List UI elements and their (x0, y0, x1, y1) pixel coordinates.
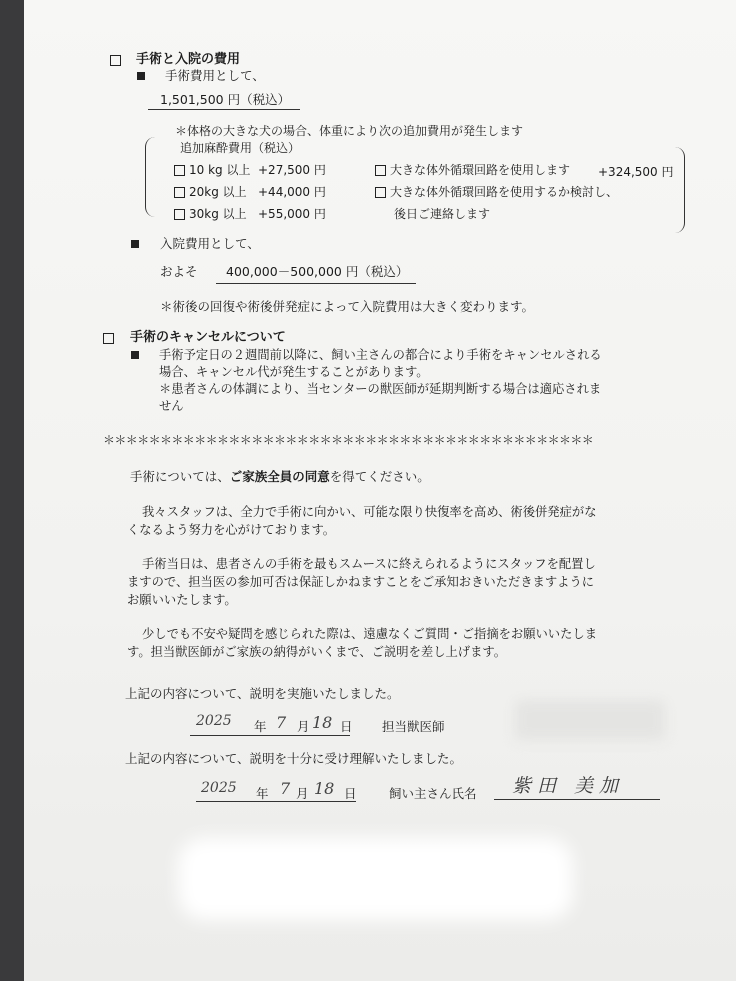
document-page (24, 0, 736, 981)
vet-label: 担当獣医師 (382, 719, 445, 734)
sig2-year-unit: 年 (256, 786, 269, 801)
sig1-month-unit: 月 (297, 719, 310, 734)
sig2-day[interactable]: 18 (314, 779, 335, 798)
consent-p2-line2: くなるよう努力を心がけております。 (127, 523, 336, 537)
hospital-prefix: およそ (160, 264, 198, 279)
option-10kg-label: 10 kg 以上 (189, 163, 251, 177)
bullet-icon (131, 240, 139, 248)
redacted-region (178, 838, 573, 920)
section-heading-fees: 手術と入院の費用 (136, 52, 241, 67)
hospital-fee-label: 入院費用として、 (160, 236, 260, 251)
cancel-line3: ＊患者さんの体調により、当センターの獣医師が延期判断する場合は適応されま (159, 382, 602, 396)
consent-p3-line2: ますので、担当医の参加可否は保証しかねますことをご承知おきいただきますように (127, 575, 595, 589)
checkbox-circuit[interactable] (375, 165, 386, 176)
bullet-icon (131, 351, 139, 359)
cancel-line1: 手術予定日の２週間前以降に、飼い主さんの都合により手術をキャンセルされる (159, 348, 602, 362)
owner-handwritten-name[interactable]: 紫田 美加 (512, 775, 625, 797)
explanation-statement: 上記の内容について、説明を実施いたしました。 (125, 686, 400, 701)
consent-p4-line1: 少しでも不安や疑問を感じられた際は、遠慮なくご質問・ご指摘をお願いいたしま (142, 627, 597, 641)
sig2-day-unit: 日 (344, 786, 357, 801)
bullet-icon (137, 72, 145, 80)
checkbox-20kg[interactable] (174, 187, 185, 198)
bracket-left (145, 137, 156, 217)
circuit-consider-line1: 大きな体外循環回路を使用するか検討し、 (390, 185, 619, 199)
asterisk-separator: ＊＊＊＊＊＊＊＊＊＊＊＊＊＊＊＊＊＊＊＊＊＊＊＊＊＊＊＊＊＊＊＊＊＊＊＊＊＊＊＊＊＊＊ (103, 433, 594, 447)
sig1-year[interactable]: 2025 (196, 713, 232, 729)
redacted-vet-name (515, 700, 665, 740)
section-heading-cancel: 手術のキャンセルについて (130, 330, 286, 345)
option-20kg-price: +44,000 円 (258, 185, 326, 199)
sig2-month-unit: 月 (296, 786, 309, 801)
sig1-day[interactable]: 18 (312, 713, 333, 732)
cancel-line2: 場合、キャンセル代が発生することがあります。 (159, 365, 429, 379)
circuit-option-price: +324,500 円 (598, 165, 674, 179)
anesthesia-label: 追加麻酔費用（税込） (180, 141, 301, 155)
surgery-fee-label: 手術費用として、 (165, 68, 265, 83)
consent-p1: 手術については、ご家族全員の同意を得てください。 (130, 469, 430, 484)
understanding-statement: 上記の内容について、説明を十分に受け理解いたしました。 (125, 751, 463, 766)
checkbox-section-fees (110, 55, 121, 66)
hospital-fee-amount: 400,000－500,000 円（税込） (226, 264, 409, 279)
cancel-line4: せん (159, 399, 184, 413)
consent-p3-line1: 手術当日は、患者さんの手術を最もスムースに終えられるようにスタッフを配置し (142, 557, 596, 571)
checkbox-10kg[interactable] (174, 165, 185, 176)
sig2-year[interactable]: 2025 (201, 780, 237, 796)
checkbox-circuit-consider[interactable] (375, 187, 386, 198)
sig1-day-unit: 日 (340, 719, 353, 734)
circuit-consider-line2: 後日ご連絡します (394, 207, 491, 221)
checkbox-section-cancel (103, 333, 114, 344)
name-line (494, 799, 660, 800)
underline (216, 283, 416, 284)
bracket-right (674, 147, 685, 233)
sig1-month[interactable]: 7 (276, 713, 287, 732)
sig1-year-unit: 年 (254, 719, 267, 734)
consent-p4-line2: す。担当獣医師がご家族の納得がいくまで、ご説明を差し上げます。 (127, 645, 506, 659)
sig2-month[interactable]: 7 (280, 779, 291, 798)
large-dog-note: ＊体格の大きな犬の場合、体重により次の追加費用が発生します (175, 124, 524, 138)
option-20kg-label: 20kg 以上 (189, 185, 247, 199)
hospital-note: ＊術後の回復や術後併発症によって入院費用は大きく変わります。 (160, 299, 535, 314)
date-line (196, 801, 356, 802)
checkbox-30kg[interactable] (174, 209, 185, 220)
owner-label: 飼い主さん氏名 (389, 786, 477, 801)
underline (148, 109, 300, 110)
consent-p3-line3: お願いいたします。 (127, 593, 237, 607)
option-10kg-price: +27,500 円 (258, 163, 326, 177)
circuit-option-label: 大きな体外循環回路を使用します (390, 163, 571, 177)
consent-p2-line1: 我々スタッフは、全力で手術に向かい、可能な限り快復率を高め、術後併発症がな (142, 505, 597, 519)
option-30kg-label: 30kg 以上 (189, 207, 247, 221)
surgery-fee-amount: 1,501,500 円（税込） (160, 92, 291, 107)
option-30kg-price: +55,000 円 (258, 207, 326, 221)
date-line (190, 735, 350, 736)
